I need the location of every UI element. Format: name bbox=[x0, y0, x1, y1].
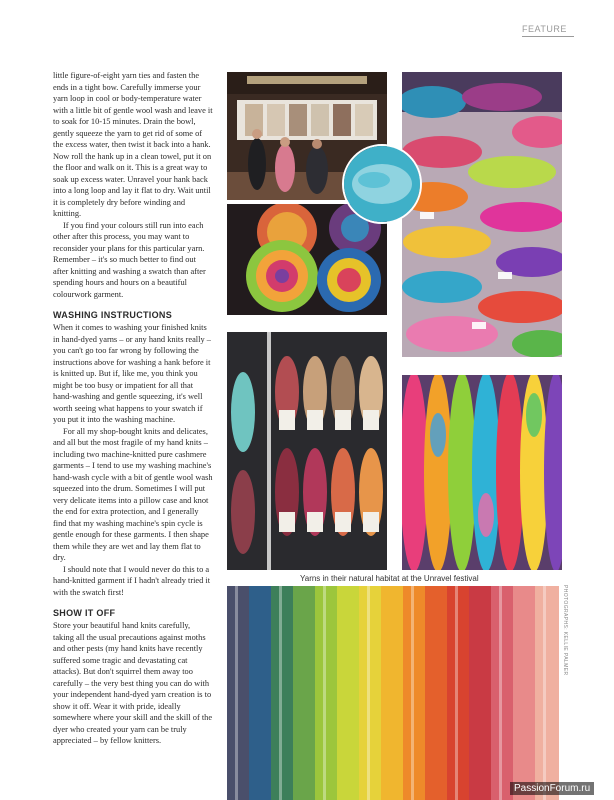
article-paragraph: If you find your colours still run into each other after this process, you may want to reconsider your plans for this particular yarn. Remember – it's so much better to find out after knitting and washing a swatch than after spending hours and hours on a beautiful colourwork garment. bbox=[53, 220, 206, 299]
photo-inset-circle bbox=[342, 144, 422, 224]
photo-credit: PHOTOGRAPHS: KELLIE PALMER bbox=[562, 585, 568, 676]
section-heading-washing: WASHING INSTRUCTIONS bbox=[53, 310, 173, 320]
watermark: PassionForum.ru bbox=[510, 782, 594, 795]
article-column bbox=[53, 70, 213, 747]
article-paragraph: For all my shop-bought knits and delicates, and all but the most fragile of my hand knits – including two machine-knitted pure cashmere garments – I tend to use my washing machine's hand-wash cycle with a bit of gentle wool wash squeezed into the drum. Sometimes I will put very delicate items into a pillow case and knot the end for extra protection, and I generally find that my washing machine's spin cycle is gentle enough for these garments. I then shape them while they are wet and lay them flat to dry. bbox=[53, 426, 213, 562]
photo-rainbow-yarn-wall bbox=[227, 586, 559, 800]
article-paragraph: I should note that I would never do this to a hand-knitted garment if I hadn't already tried it with the swatch first! bbox=[53, 564, 211, 597]
article-paragraph: When it comes to washing your finished knits in hand-dyed yarns – or any hand knits really – you can't go too far wrong by following the instructions above for washing a hank before it is knitted up. But if, like me, you think you might be too busy or impatient for all that hand-washing and gentle squeezing, it's well worth seeing what happens to your swatch if you put it into the washing machine. bbox=[53, 323, 211, 424]
article-paragraph: Store your beautiful hand knits carefully, taking all the usual precautions against moths and other pests (my hand knits have recently suffered some tragic and devastating cat attacks). But don't squirrel them away too carefully – the very best thing you can do with your independent hand-dyed yarn creation is to show it off. Wear it with pride, ideally somewhere where your skill and the skill of the dyer who created your yarn can be truly appreciated – by fellow knitters. bbox=[53, 621, 213, 745]
article-paragraph: little figure-of-eight yarn ties and fasten the ends in a tight bow. Carefully immerse your yarn loop in cool or body-temperature water with a little bit of gentle wool wash and leave it to soak for 10-15 minutes. Drain the bowl, gently squeeze the yarn to get rid of some of the excess water, then twist it back into a hank. Now roll the hank up in a clean towel, put it on the floor and walk on it. This is a great way to soak up excess water. Unravel your hank back into a long loop and lay it flat to dry. Wait until it is completely dry before winding and knitting. bbox=[53, 71, 213, 218]
photo-hanging-skeins bbox=[227, 332, 387, 570]
photo-yarn-cakes bbox=[227, 204, 387, 315]
photo-skeins-pile bbox=[402, 72, 562, 357]
photo-rainbow-skeins bbox=[402, 375, 562, 570]
section-divider bbox=[522, 36, 574, 37]
photo-caption: Yarns in their natural habitat at the Unravel festival bbox=[300, 574, 479, 583]
section-label: FEATURE bbox=[522, 24, 567, 34]
section-heading-show-it-off: SHOW IT OFF bbox=[53, 608, 116, 618]
